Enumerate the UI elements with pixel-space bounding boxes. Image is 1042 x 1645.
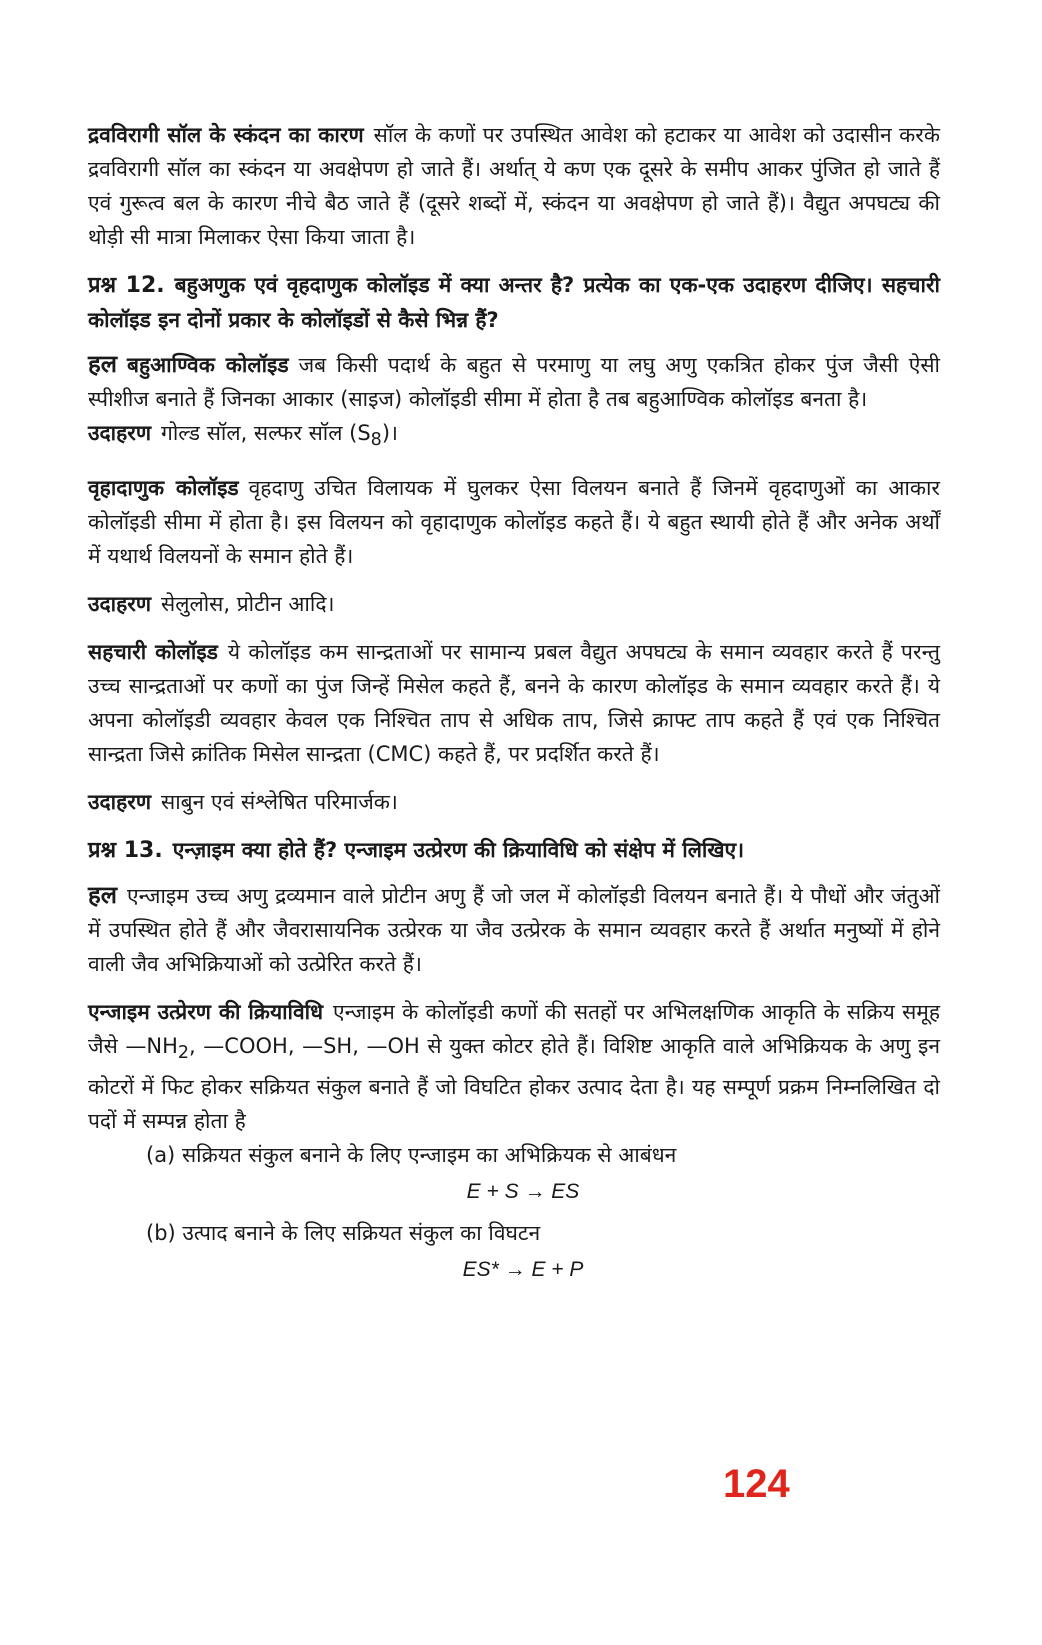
paragraph-text: ये कोलॉइड कम सान्द्रताओं पर सामान्य प्रबल वैद्युत अपघट्य के समान व्यवहार करते हैं परन्तु उच्च सान्द्रताओं पर कणों का पुंज जिन्हें मिसेल कहते हैं, बनने के कारण कोलॉइड के समान व्यवहार करते हैं। ये अपना कोलॉइडी व्यवहार केवल एक निश्चित ताप से अधिक ताप, जिसे क्राफ्ट ताप कहते हैं एवं एक निश्चित सान्द्रता जिसे क्रांतिक मिसेल सान्द्रता (CMC) कहते हैं, पर प्रदर्शित करते हैं। — [88, 640, 941, 767]
paragraph-text: एन्जाइम के कोलॉइडी कणों की सतहों पर अभिलक्षणिक आकृति के सक्रिय समूह जैसे —NH — [88, 1000, 940, 1059]
equation-1: E + S → ES — [466, 1180, 580, 1204]
example-text-end: )। — [381, 421, 398, 445]
question-12 — [88, 268, 940, 337]
example-text: साबुन एवं संश्लेषित परिमार्जक। — [161, 790, 398, 815]
term-heading: एन्जाइम उत्प्रेरण की क्रियाविधि — [88, 1000, 324, 1025]
example-line — [88, 416, 940, 457]
paragraph-mechanism — [88, 995, 940, 1138]
example-label: उदाहरण — [88, 790, 152, 815]
paragraph-text: जब किसी पदार्थ के बहुत से परमाणु या लघु अणु एकत्रित होकर पुंज जैसी ऐसी स्पीशीज बनाते हैं जिनका आकार (साइज) कोलॉइडी सीमा में होता है तब बहुआण्विक कोलॉइड बनता है। — [88, 353, 940, 411]
paragraph-text: एन्जाइम उच्च अणु द्रव्यमान वाले प्रोटीन अणु हैं जो जल में कोलॉइडी विलयन बनाते हैं। ये पौधों और जंतुओं में उपस्थित होते हैं और जैवरासायनिक उत्प्रेरक या जैव उत्प्रेरक के समान व्यवहार करते हैं अर्थात मनुष्यों में होने वाली जैव अभिक्रियाओं को उत्प्रेरित करते हैं। — [88, 884, 940, 977]
question-number: प्रश्न 13. — [88, 838, 163, 864]
step-label: (b) — [146, 1221, 176, 1246]
term-heading: वृहादाणुक कोलॉइड — [88, 476, 239, 501]
step-text: सक्रियत संकुल बनाने के लिए एन्जाइम का अभिक्रियक से आबंधन — [181, 1143, 677, 1168]
term-heading: द्रवविरागी सॉल के स्कंदन का कारण — [88, 123, 364, 147]
example-line — [88, 587, 940, 621]
page-number: 124 — [723, 1462, 790, 1506]
example-text: सेलुलोस, प्रोटीन आदि। — [161, 592, 335, 617]
paragraph-text: वृहदाणु उचित विलायक में घुलकर ऐसा विलयन बनाते हैं जिनमें वृहदाणुओं का आकार कोलॉइडी सीमा में होता है। इस विलयन को वृहादाणुक कोलॉइड कहते हैं। ये बहुत स्थायी होते हैं और अनेक अर्थों में यथार्थ विलयनों के समान होते हैं। — [88, 476, 940, 569]
equation-2: ES* → E + P — [462, 1258, 584, 1282]
paragraph-text: सॉल के कणों पर उपस्थित आवेश को हटाकर या आवेश को उदासीन करके द्रवविरागी सॉल का स्कंदन या अवक्षेपण हो जाते हैं। अर्थात् ये कण एक दूसरे के समीप आकर पुंजित हो जाते हैं एवं गुरूत्व बल के कारण नीचे बैठ जाते हैं (दूसरे शब्दों में, स्कंदन या अवक्षेपण हो जाते हैं)। वैद्युत अपघट्य की थोड़ी सी मात्रा मिलाकर ऐसा किया जाता है। — [88, 123, 940, 249]
example-line — [88, 785, 940, 819]
question-13 — [88, 833, 940, 868]
paragraph-text-cont: , —COOH, —SH, —OH से युक्त कोटर होते हैं। विशिष्ट आकृति वाले अभिक्रियक के अणु इन कोटरों में फिट होकर सक्रियत संकुल बनाते हैं जो विघटित होकर उत्पाद देता है। यह सम्पूर्ण प्रक्रम निम्नलिखित दो पदों में सम्पन्न होता है — [88, 1034, 940, 1134]
step-text: उत्पाद बनाने के लिए सक्रियत संकुल का विघटन — [182, 1221, 541, 1246]
subscript: 8 — [370, 430, 382, 451]
step-b — [146, 1216, 940, 1250]
paragraph-associated — [88, 635, 940, 771]
question-text: बहुअणुक एवं वृहदाणुक कोलॉइड में क्या अन्तर है? प्रत्येक का एक-एक उदाहरण दीजिए। सहचारी कोलॉइड इन दोनों प्रकार के कोलॉइडों से कैसे भिन्न हैं? — [88, 273, 940, 332]
step-label: (a) — [146, 1143, 176, 1168]
example-label: उदाहरण — [88, 592, 152, 617]
mechanism-steps — [146, 1138, 940, 1288]
question-number: प्रश्न 12. — [88, 273, 165, 298]
question-text: एन्ज़ाइम क्या होते हैं? एन्जाइम उत्प्रेरण की क्रियाविधि को संक्षेप में लिखिए। — [172, 838, 745, 863]
example-text: गोल्ड सॉल, सल्फर सॉल (S — [161, 421, 371, 445]
term-heading: बहुआण्विक कोलॉइड — [127, 353, 289, 377]
paragraph-coagulation — [88, 118, 940, 254]
step-a — [146, 1138, 940, 1172]
answer-label: हल — [88, 881, 118, 910]
answer-12 — [88, 347, 940, 416]
term-heading: सहचारी कोलॉइड — [88, 640, 218, 665]
subscript: 2 — [177, 1043, 190, 1064]
paragraph-macromolecular — [88, 471, 940, 573]
answer-13 — [88, 878, 940, 981]
answer-label: हल — [88, 350, 118, 378]
example-label: उदाहरण — [88, 421, 152, 445]
